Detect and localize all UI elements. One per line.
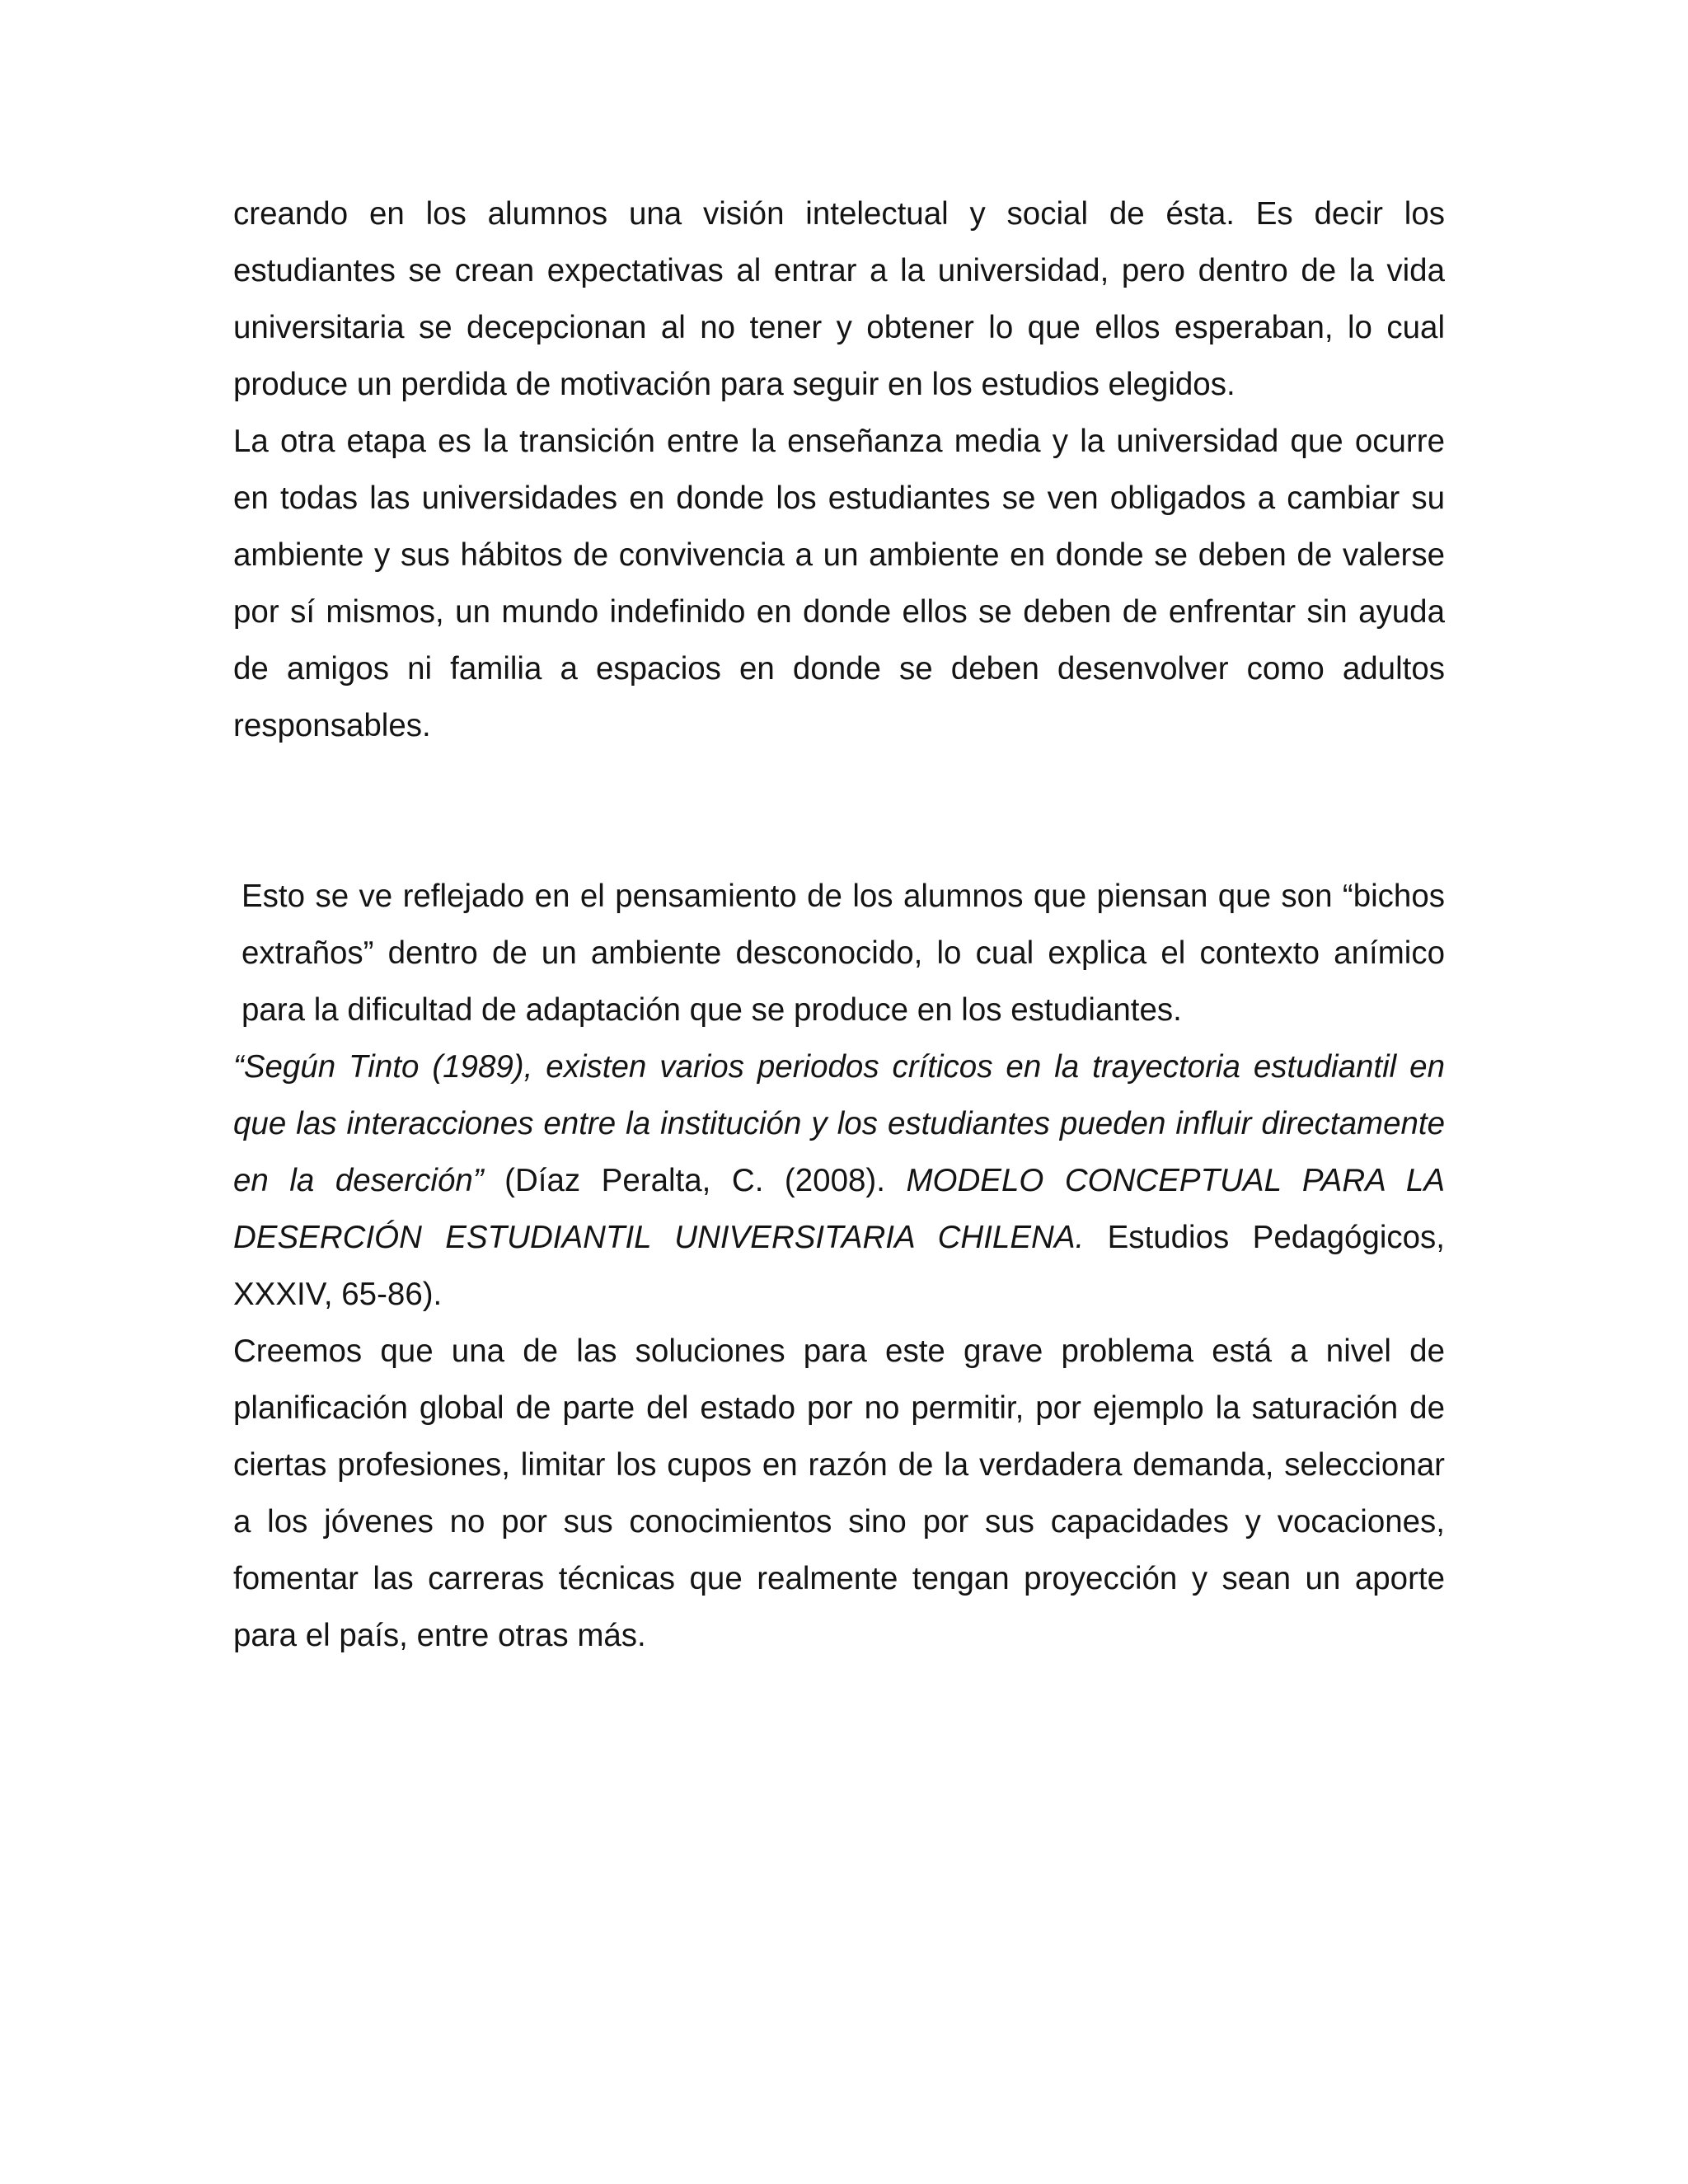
quote-text: “Según Tinto (1989), existen varios periodos críticos en la trayectoria estudiantil en que las interacciones entre la institución y los estudiantes pueden influir directamente en la deserción” [233, 1049, 1445, 1198]
paragraph-quote [233, 1038, 1445, 1323]
citation-author: (Díaz Peralta, C. (2008). [483, 1163, 907, 1198]
paragraph-solutions: Creemos que una de las soluciones para este grave problema está a nivel de planificación global de parte del estado por no permitir, por ejemplo la saturación de ciertas profesiones, limitar los cupos en razón de la verdadera demanda, seleccionar a los jóvenes no por sus conocimientos sino por sus capacidades y vocaciones, fomentar las carreras técnicas que realmente tengan proyección y sean un aporte para el país, entre otras más. [233, 1333, 1445, 1653]
paragraph-spacer [233, 754, 1445, 868]
document-body [233, 185, 1445, 1664]
paragraph-transition: La otra etapa es la transición entre la enseñanza media y la universidad que ocurre en todas las universidades en donde los estudiantes se ven obligados a cambiar su ambiente y sus hábitos de convivencia a un ambiente en donde se deben de valerse por sí mismos, un mundo indefinido en donde ellos se deben de enfrentar sin ayuda de amigos ni familia a espacios en donde se deben desenvolver como adultos responsables. [233, 424, 1445, 743]
citation-source: Estudios Pedagógicos, XXXIV, 65-86). [233, 1220, 1445, 1312]
paragraph-expectations: creando en los alumnos una visión intelectual y social de ésta. Es decir los estudiantes se crean expectativas al entrar a la universidad, pero dentro de la vida universitaria se decepcionan al no tener y obtener lo que ellos esperaban, lo cual produce un perdida de motivación para seguir en los estudios elegidos. [233, 196, 1445, 402]
paragraph-reflection: Esto se ve reflejado en el pensamiento de los alumnos que piensan que son “bichos extraños” dentro de un ambiente desconocido, lo cual explica el contexto anímico para la dificultad de adaptación que se produce en los estudiantes. [241, 879, 1445, 1028]
citation-title: MODELO CONCEPTUAL PARA LA DESERCIÓN ESTUDIANTIL UNIVERSITARIA CHILENA. [233, 1163, 1446, 1255]
